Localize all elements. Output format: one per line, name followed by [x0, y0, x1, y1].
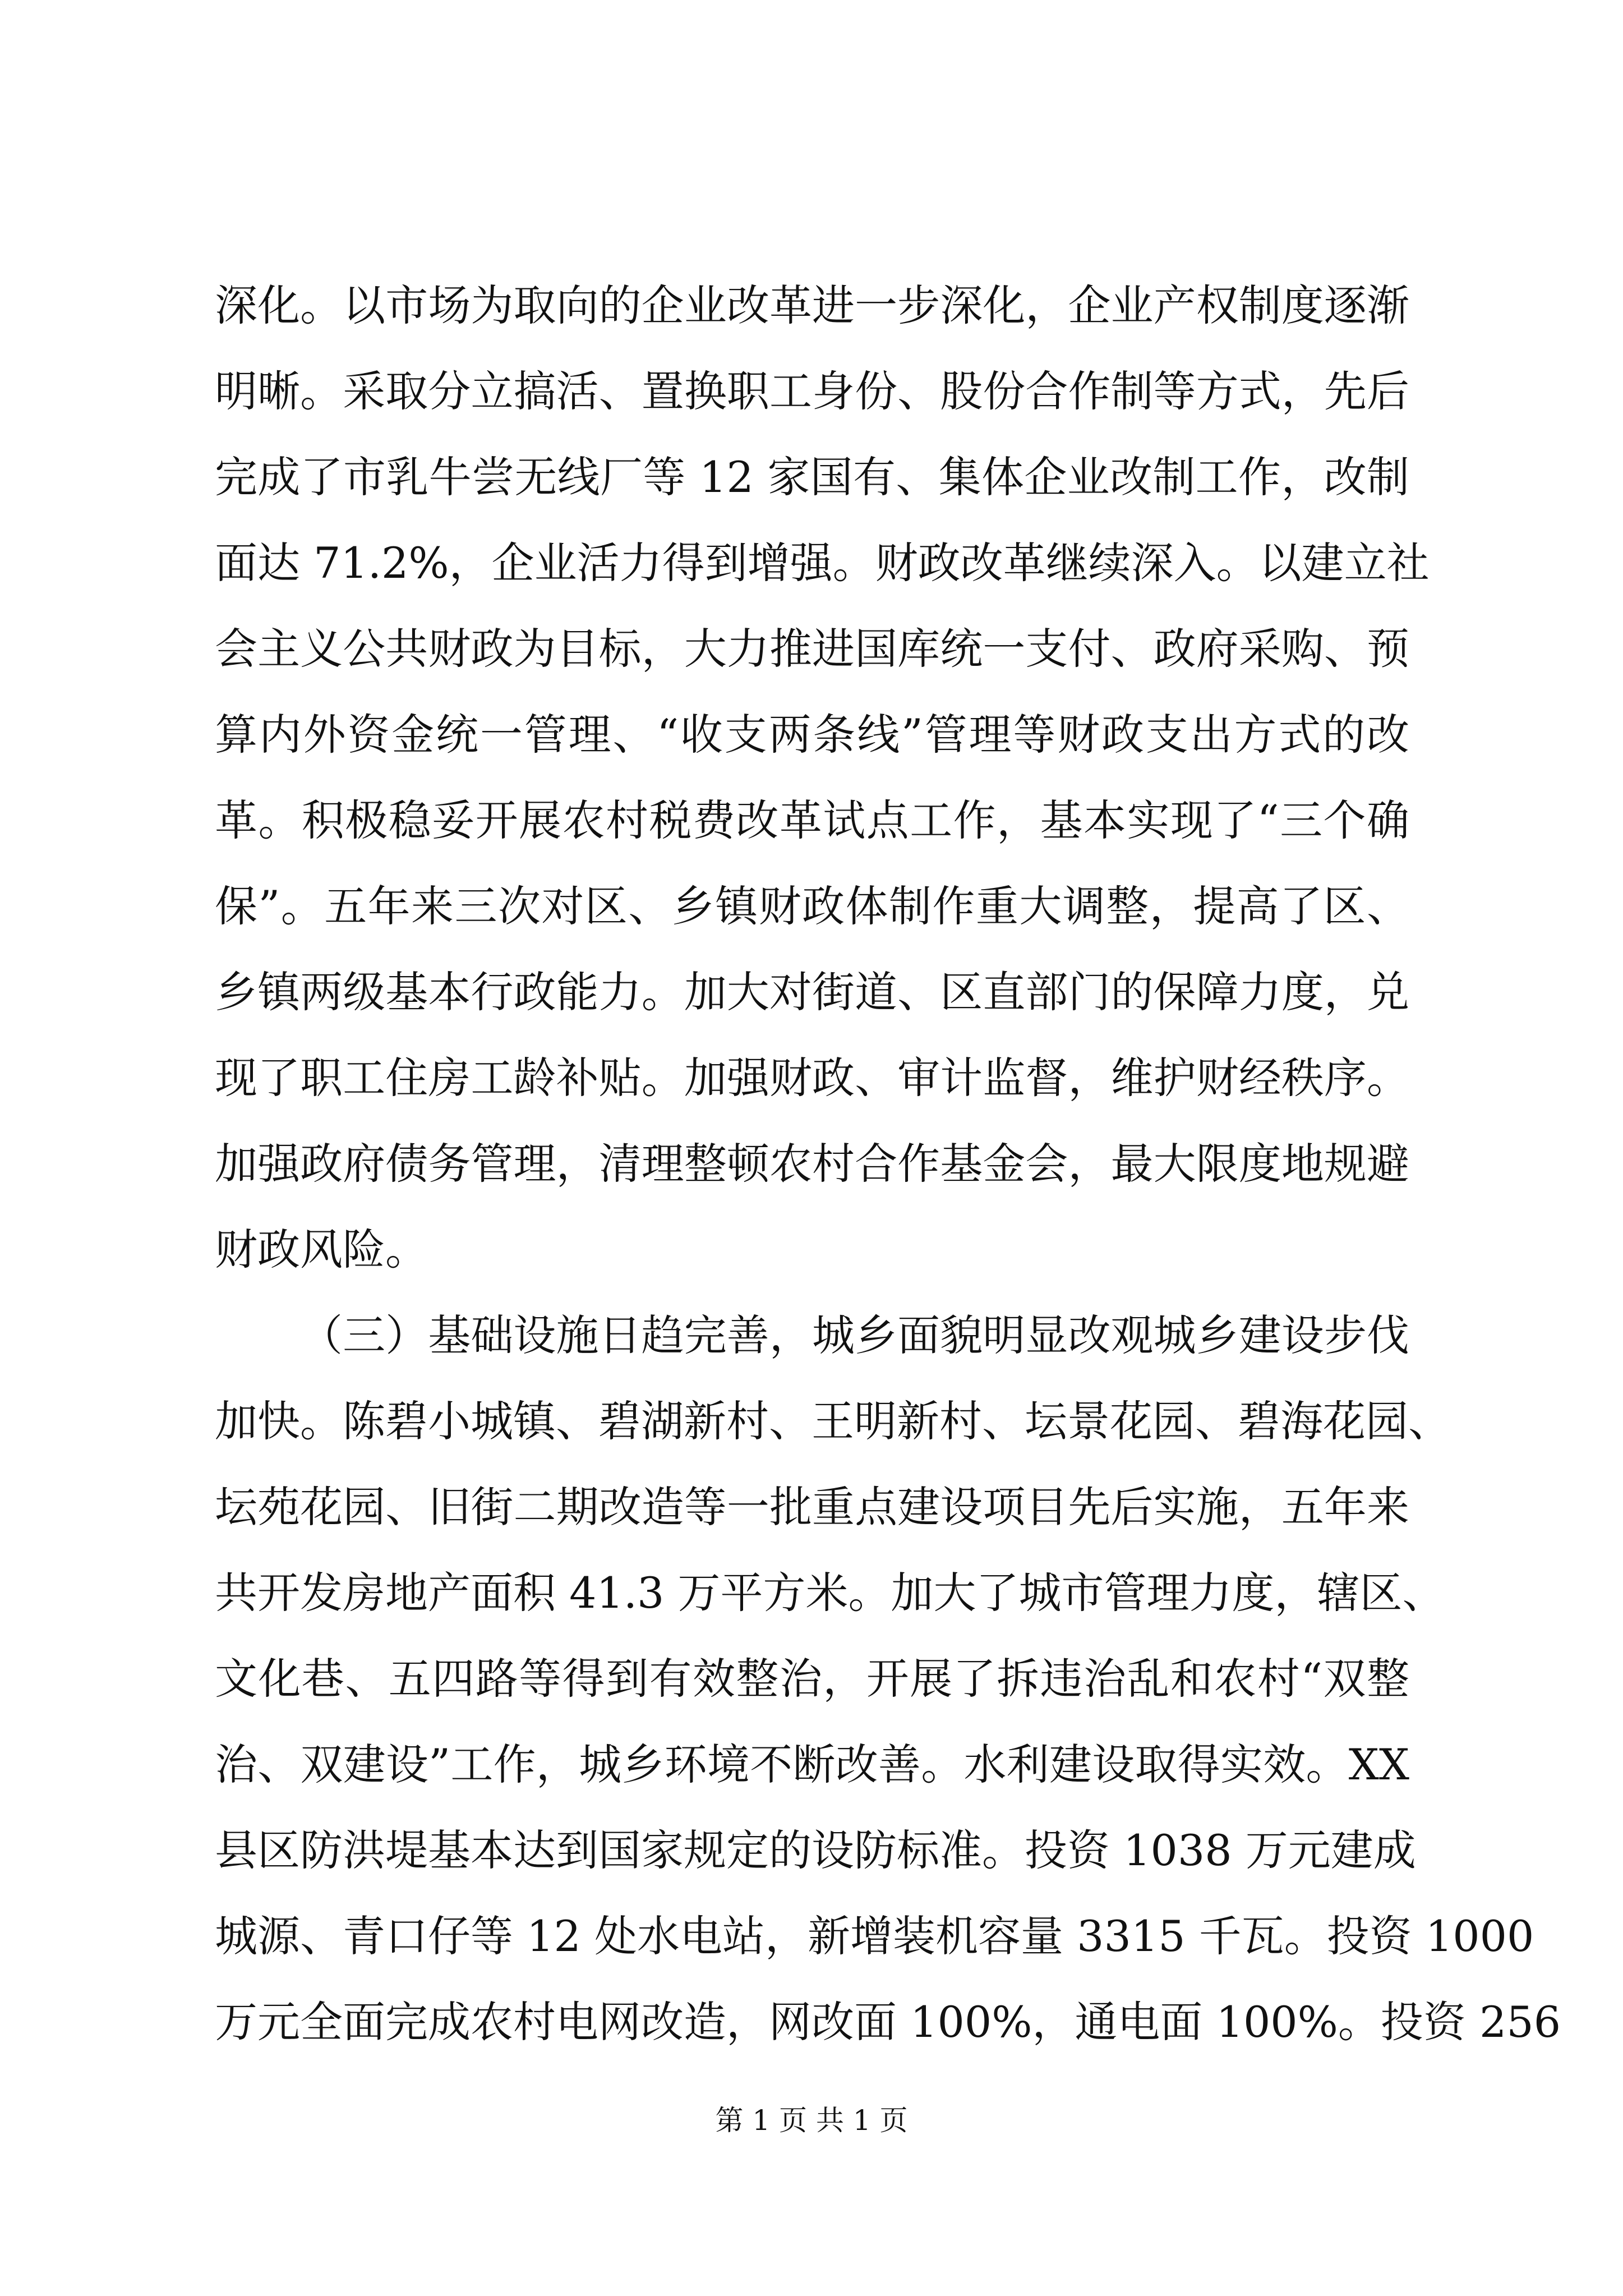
- text-line: 会主义公共财政为目标，大力推进国库统一支付、政府采购、预: [215, 624, 1409, 674]
- text-line: 革。积极稳妥开展农村税费改革试点工作，基本实现了“三个确: [215, 795, 1409, 845]
- text-line: 治、双建设”工作，城乡环境不断改善。水利建设取得实效。XX: [215, 1740, 1409, 1789]
- text-line: 面达 71.2%，企业活力得到增强。财政改革继续深入。以建立社: [215, 538, 1430, 588]
- text-line: 县区防洪堤基本达到国家规定的设防标准。投资 1038 万元建成: [215, 1825, 1416, 1875]
- text-line: 坛苑花园、旧街二期改造等一批重点建设项目先后实施，五年来: [215, 1482, 1409, 1532]
- text-line: 现了职工住房工龄补贴。加强财政、审计监督，维护财经秩序。: [215, 1053, 1409, 1103]
- page-footer: [0, 2098, 1623, 2143]
- text-line: 乡镇两级基本行政能力。加大对街道、区直部门的保障力度，兑: [215, 967, 1409, 1017]
- body-text: [215, 263, 1561, 2065]
- text-line: 深化。以市场为取向的企业改革进一步深化，企业产权制度逐渐: [215, 280, 1409, 330]
- text-line: 万元全面完成农村电网改造，网改面 100%，通电面 100%。投资 256: [215, 1997, 1561, 2047]
- page-number: 第 1 页 共 1 页: [715, 2104, 908, 2137]
- text-line: 加强政府债务管理，清理整顿农村合作基金会，最大限度地规避: [215, 1139, 1409, 1189]
- text-line: 共开发房地产面积 41.3 万平方米。加大了城市管理力度，辖区、: [215, 1568, 1445, 1618]
- text-line: 城源、青口仔等 12 处水电站，新增装机容量 3315 千瓦。投资 1000: [215, 1911, 1534, 1961]
- text-line: 完成了市乳牛尝无线厂等 12 家国有、集体企业改制工作，改制: [215, 452, 1409, 502]
- text-line: 文化巷、五四路等得到有效整治，开展了拆违治乱和农村“双整: [215, 1654, 1409, 1704]
- text-line: 算内外资金统一管理、“收支两条线”管理等财政支出方式的改: [215, 710, 1409, 760]
- text-line: 加快。陈碧小城镇、碧湖新村、王明新村、坛景花园、碧海花园、: [215, 1396, 1451, 1446]
- text-line: 保”。五年来三次对区、乡镇财政体制作重大调整，提高了区、: [215, 881, 1409, 931]
- section-heading-line: （三）基础设施日趋完善，城乡面貌明显改观城乡建设步伐: [300, 1310, 1409, 1360]
- text-line: 财政风险。: [215, 1225, 428, 1274]
- text-line: 明晰。采取分立搞活、置换职工身份、股份合作制等方式，先后: [215, 366, 1409, 416]
